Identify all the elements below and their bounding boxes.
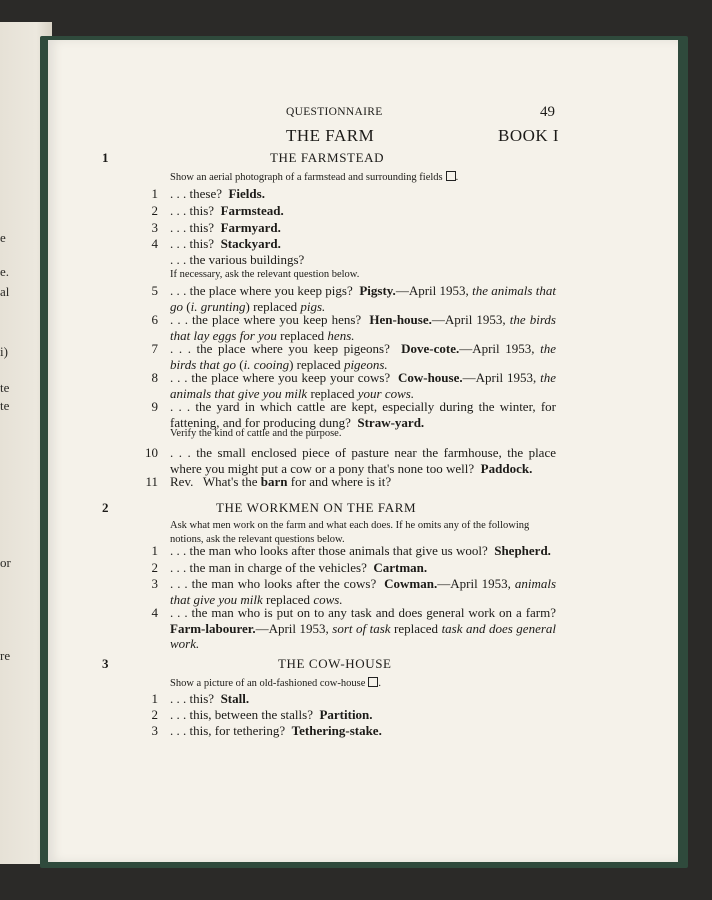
instruction-end: . — [455, 172, 459, 183]
instruction-note: If necessary, ask the relevant question below. — [170, 269, 360, 280]
question-item: . . . the yard in which cattle are kept, especially during the winter, for fattening, and for producing dung? Straw-yard. — [170, 399, 556, 430]
answer: Cow-house. — [397, 370, 463, 385]
section-number: 2 — [102, 500, 109, 515]
section-instruction — [170, 677, 570, 691]
answer: Partition. — [319, 707, 373, 722]
checkbox-square-icon — [446, 171, 456, 181]
instruction-text: Show an aerial photograph of a farmstead and surrounding fields — [170, 172, 443, 183]
question-item: . . . the man who looks after the cows? Cowman.—April 1953, animals that give you milk replaced cows. — [170, 576, 556, 607]
question-item: . . . these? Fields. — [170, 186, 265, 201]
question-number: 10 — [145, 445, 158, 460]
question-item: . . . the small enclosed piece of pasture near the farmhouse, the place where you might put a cow or a pony that's none too well? Paddock. — [170, 445, 556, 476]
answer: Cowman. — [384, 576, 438, 591]
answer: Dove-cote. — [401, 341, 460, 356]
answer: Farm-labourer. — [170, 620, 256, 636]
question-item: . . . the man who is put on to any task and does general work on a farm? Farm-labourer.—April 1953, sort of task replaced task and does general work. — [170, 605, 557, 651]
question-item: . . . the place where you keep your cows? Cow-house.—April 1953, the animals that give you milk replaced your cows. — [170, 370, 556, 401]
instruction-end: . — [378, 678, 381, 689]
question-item: . . . the place where you keep hens? Hen-house.—April 1953, the birds that lay eggs for you replaced hens. — [170, 312, 556, 343]
answer: Cartman. — [373, 560, 428, 575]
question-number: 1 — [151, 691, 158, 706]
left-page-fragment: al — [0, 284, 10, 299]
answer: Shepherd. — [494, 543, 551, 558]
answer: Straw-yard. — [357, 414, 425, 430]
left-page-fragment: or — [0, 555, 11, 570]
question-number: 6 — [151, 312, 158, 327]
question-item: . . . this? Stackyard. . . . the various buildings? — [170, 236, 305, 267]
left-page-fragment: te — [0, 380, 10, 395]
left-page-fragment: e — [0, 230, 6, 245]
answer: Tethering-stake. — [291, 723, 382, 738]
question-number: 4 — [151, 605, 158, 620]
answer: Farmyard. — [220, 220, 281, 235]
answer: Hen-house. — [369, 312, 432, 327]
section-title: THE FARMSTEAD — [270, 150, 385, 165]
question-item: . . . this, for tethering? Tethering-stake. — [170, 723, 382, 738]
left-page-fragment: e. — [0, 264, 10, 279]
section-instruction: Ask what men work on the farm and what each does. If he omits any of the following notions, ask the relevant questions below. — [170, 520, 530, 545]
question-number: 9 — [151, 399, 158, 414]
answer: barn — [260, 474, 288, 489]
question-number: 3 — [151, 220, 158, 235]
section-instruction — [170, 171, 570, 185]
checkbox-square-icon — [368, 677, 378, 687]
question-item: . . . the man who looks after those animals that give us wool? Shepherd. — [170, 543, 551, 558]
answer: Paddock. — [480, 460, 533, 476]
question-number: 2 — [151, 203, 158, 218]
question-number: 4 — [151, 236, 158, 251]
question-number: 7 — [151, 341, 158, 356]
answer: Pigsty. — [359, 283, 396, 298]
question-number: 2 — [151, 707, 158, 722]
question-item: . . . this? Farmstead. — [170, 203, 284, 218]
section-number: 3 — [102, 656, 109, 671]
answer: Stall. — [220, 691, 250, 706]
left-page-fragment: re — [0, 648, 11, 663]
section-title: THE WORKMEN ON THE FARM — [216, 500, 417, 515]
answer: Fields. — [228, 186, 265, 201]
instruction-text: Show a picture of an old-fashioned cow-house — [170, 678, 366, 689]
question-item: . . . the place where you keep pigs? Pigsty.—April 1953, the animals that go (i. grunting) replaced pigs. — [170, 283, 557, 314]
section-number: 1 — [102, 150, 109, 165]
page — [48, 40, 678, 862]
question-number: 2 — [151, 560, 158, 575]
instruction-note: Verify the kind of cattle and the purpose. — [170, 428, 342, 439]
question-item: . . . the place where you keep pigeons? Dove-cote.—April 1953, the birds that go (i. cooing) replaced pigeons. — [170, 341, 557, 372]
page-number: 49 — [540, 104, 555, 120]
question-item: Rev. What's the barn for and where is it? — [170, 474, 392, 489]
question-number: 1 — [151, 543, 158, 558]
left-page-fragment: te — [0, 398, 10, 413]
question-item: . . . this? Stall. — [170, 691, 250, 706]
left-page-fragment: i) — [0, 344, 8, 359]
answer: Farmstead. — [220, 203, 284, 218]
part-title: THE FARM — [286, 126, 375, 145]
running-title: QUESTIONNAIRE — [286, 106, 383, 118]
question-item: . . . this? Farmyard. — [170, 220, 281, 235]
question-number: 1 — [151, 186, 158, 201]
question-item: . . . this, between the stalls? Partition. — [170, 707, 373, 722]
answer: Stackyard. — [220, 236, 281, 251]
question-number: 8 — [151, 370, 158, 385]
question-number: 11 — [145, 474, 158, 489]
section-title: THE COW-HOUSE — [278, 656, 392, 671]
book-label: BOOK I — [498, 126, 560, 145]
question-number: 3 — [151, 576, 158, 591]
question-item: . . . the man in charge of the vehicles? Cartman. — [170, 560, 428, 575]
question-number: 5 — [151, 283, 158, 298]
question-number: 3 — [151, 723, 158, 738]
